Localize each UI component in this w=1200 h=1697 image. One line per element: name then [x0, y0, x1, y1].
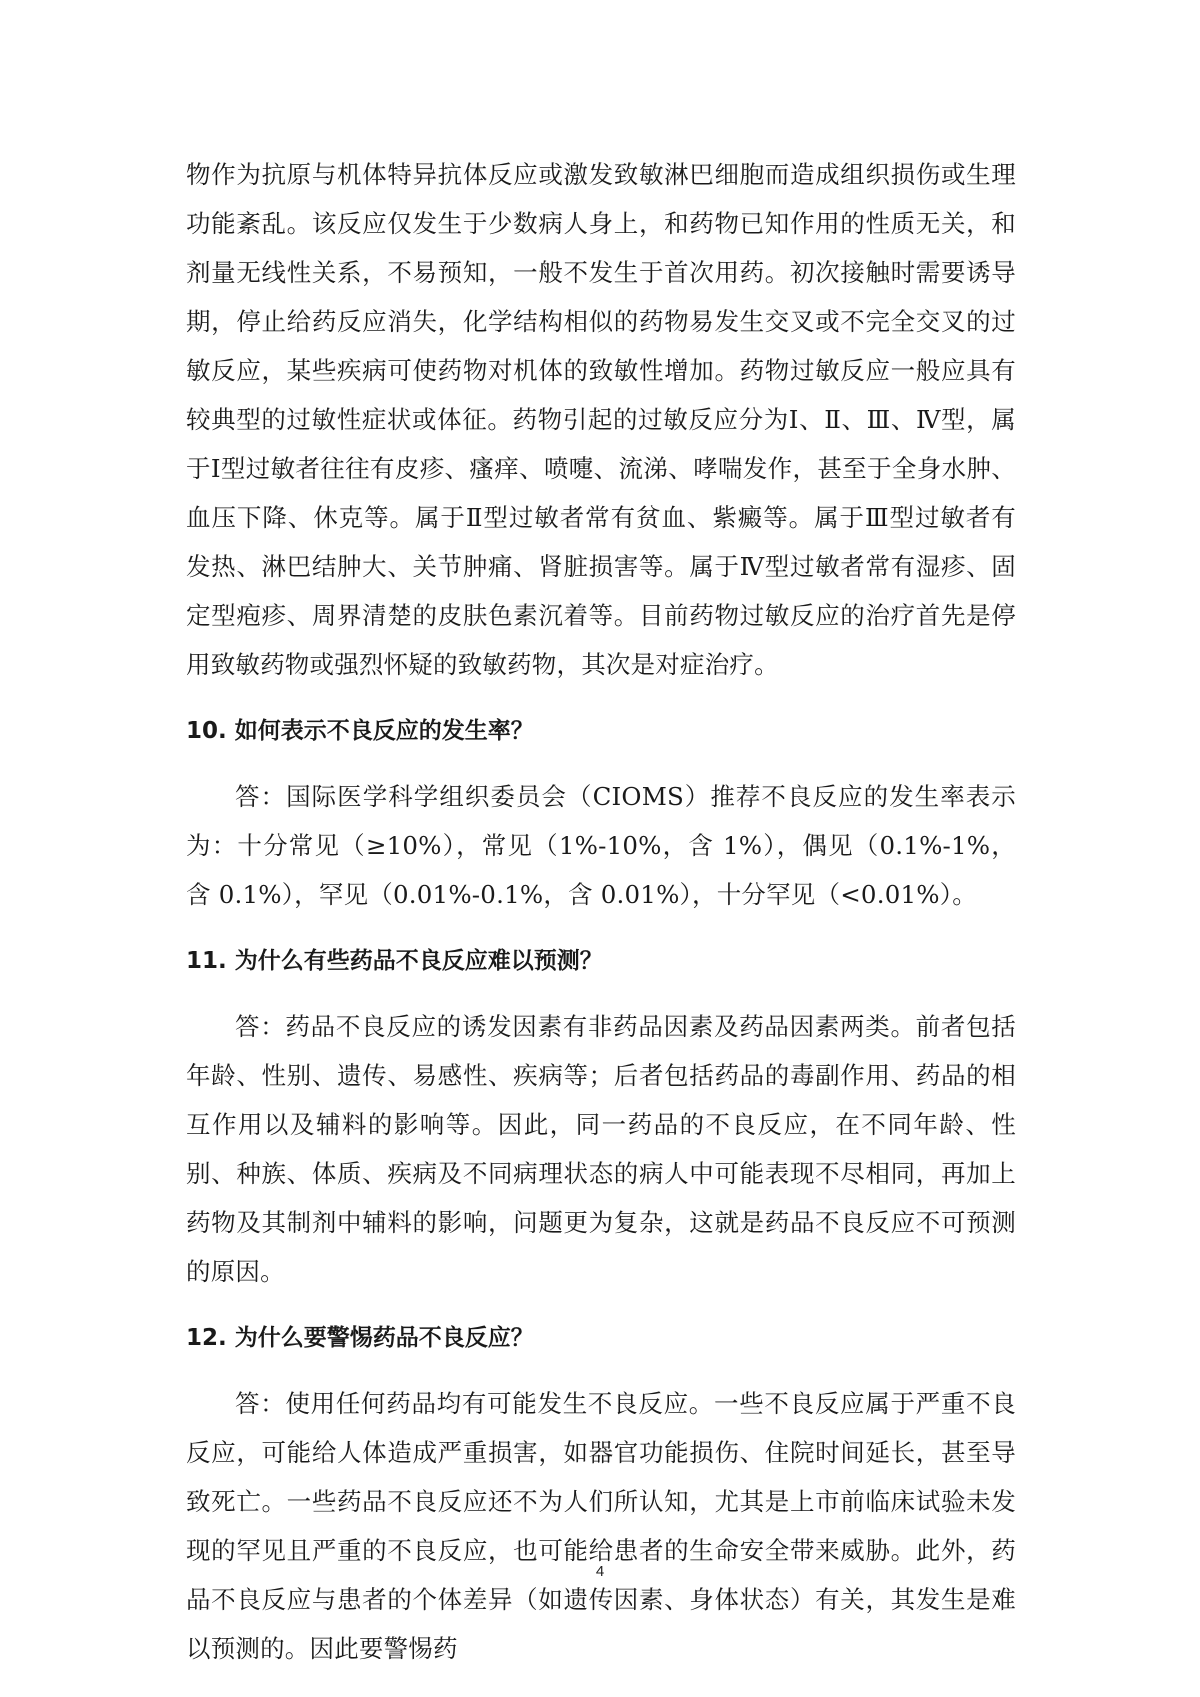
paragraph-allergy-continued: 物作为抗原与机体特异抗体反应或激发致敏淋巴细胞而造成组织损伤或生理功能紊乱。该反应仅发生于少数病人身上，和药物已知作用的性质无关，和剂量无线性关系，不易预知，一般不发生于首次用药。初次接触时需要诱导期，停止给药反应消失，化学结构相似的药物易发生交叉或不完全交叉的过敏反应，某些疾病可使药物对机体的致敏性增加。药物过敏反应一般应具有较典型的过敏性症状或体征。药物引起的过敏反应分为Ⅰ、Ⅱ、Ⅲ、Ⅳ型，属于Ⅰ型过敏者往往有皮疹、瘙痒、喷嚏、流涕、哮喘发作，甚至于全身水肿、血压下降、休克等。属于Ⅱ型过敏者常有贫血、紫癜等。属于Ⅲ型过敏者有发热、淋巴结肿大、关节肿痛、肾脏损害等。属于Ⅳ型过敏者常有湿疹、固定型疱疹、周界清楚的皮肤色素沉着等。目前药物过敏反应的治疗首先是停用致敏药物或强烈怀疑的致敏药物，其次是对症治疗。 [186, 160, 1016, 679]
page-number: 4 [595, 1563, 605, 1580]
page-content [186, 150, 1016, 1673]
heading-q12: 12. 为什么要警惕药品不良反应？ [186, 1325, 534, 1351]
answer-q11: 答：药品不良反应的诱发因素有非药品因素及药品因素两类。前者包括年龄、性别、遗传、易感性、疾病等；后者包括药品的毒副作用、药品的相互作用以及辅料的影响等。因此，同一药品的不良反应，在不同年龄、性别、种族、体质、疾病及不同病理状态的病人中可能表现不尽相同，再加上药物及其制剂中辅料的影响，问题更为复杂，这就是药品不良反应不可预测的原因。 [186, 1012, 1016, 1286]
heading-q10: 10. 如何表示不良反应的发生率？ [186, 718, 534, 744]
heading-q11: 11. 为什么有些药品不良反应难以预测？ [186, 948, 603, 974]
answer-q12: 答：使用任何药品均有可能发生不良反应。一些不良反应属于严重不良反应，可能给人体造成严重损害，如器官功能损伤、住院时间延长，甚至导致死亡。一些药品不良反应还不为人们所认知，尤其是上市前临床试验未发现的罕见且严重的不良反应，也可能给患者的生命安全带来威胁。此外，药品不良反应与患者的个体差异（如遗传因素、身体状态）有关，其发生是难以预测的。因此要警惕药 [186, 1389, 1016, 1663]
answer-q10: 答：国际医学科学组织委员会（CIOMS）推荐不良反应的发生率表示为：十分常见（≥10%），常见（1%-10%，含 1%），偶见（0.1%-1%，含 0.1%），罕见（0.01%-0.1%，含 0.01%），十分罕见（<0.01%）。 [186, 782, 1016, 909]
